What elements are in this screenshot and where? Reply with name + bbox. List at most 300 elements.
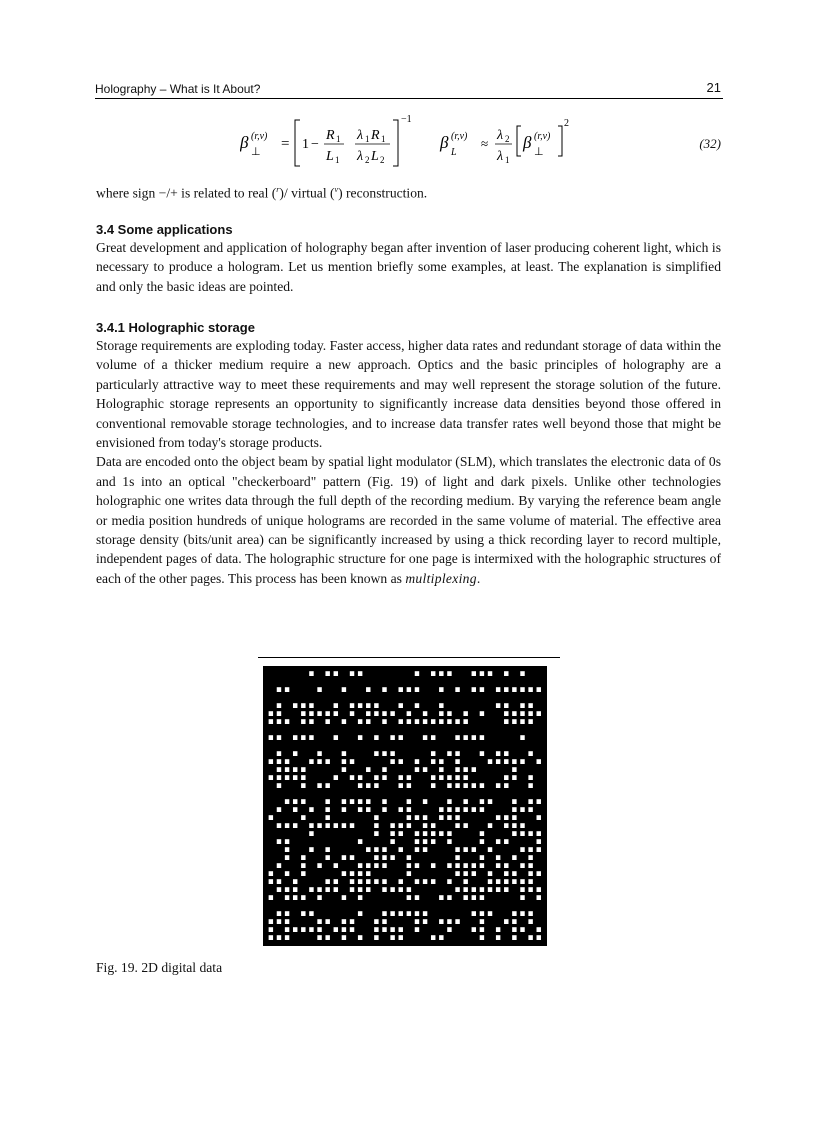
data-pixel [504, 719, 508, 724]
data-pixel [334, 879, 338, 884]
data-pixel [382, 687, 386, 692]
data-pixel [528, 879, 532, 884]
data-pixel [374, 735, 378, 740]
data-pixel [325, 759, 329, 764]
data-pixel [463, 799, 467, 804]
eq-sup-1: (r,v) [251, 131, 268, 142]
data-pixel [431, 783, 435, 788]
data-pixel [366, 871, 370, 876]
data-pixel [350, 879, 354, 884]
data-pixel [301, 855, 305, 860]
figure-top-rule [258, 657, 560, 658]
data-pixel [301, 927, 305, 932]
eq-approx: ≈ [481, 136, 489, 151]
data-pixel [325, 719, 329, 724]
data-pixel [496, 783, 500, 788]
data-pixel [488, 847, 492, 852]
eq-lambda1: λ [357, 128, 364, 143]
data-pixel [439, 831, 443, 836]
data-pixel [528, 719, 532, 724]
data-pixel [472, 735, 476, 740]
data-pixel [317, 759, 321, 764]
data-pixel [537, 711, 541, 716]
section-3-4-body [96, 238, 721, 296]
data-pixel [528, 711, 532, 716]
data-pixel [342, 807, 346, 812]
data-pixel [455, 751, 459, 756]
data-pixel [528, 783, 532, 788]
data-pixel [496, 855, 500, 860]
data-pixel [415, 911, 419, 916]
data-pixel [480, 887, 484, 892]
data-pixel [472, 767, 476, 772]
data-pixel [415, 863, 419, 868]
data-pixel [399, 735, 403, 740]
data-pixel [504, 839, 508, 844]
data-pixel [390, 855, 394, 860]
data-pixel [309, 831, 313, 836]
data-pixel [293, 767, 297, 772]
data-pixel [447, 839, 451, 844]
data-pixel [407, 887, 411, 892]
data-pixel [496, 935, 500, 940]
data-pixel [334, 703, 338, 708]
data-pixel [488, 759, 492, 764]
data-pixel [399, 911, 403, 916]
data-pixel [447, 879, 451, 884]
data-pixel [455, 847, 459, 852]
data-pixel [455, 735, 459, 740]
data-pixel [317, 863, 321, 868]
data-pixel [520, 927, 524, 932]
data-pixel [358, 895, 362, 900]
data-pixel [504, 783, 508, 788]
data-pixel [382, 863, 386, 868]
data-pixel [439, 759, 443, 764]
data-pixel [520, 887, 524, 892]
data-pixel [472, 863, 476, 868]
data-pixel [480, 735, 484, 740]
data-pixel [488, 911, 492, 916]
data-pixel [496, 839, 500, 844]
data-pixel [309, 719, 313, 724]
data-pixel [358, 807, 362, 812]
data-pixel [431, 879, 435, 884]
data-pixel [301, 703, 305, 708]
data-pixel [317, 935, 321, 940]
data-pixel [382, 719, 386, 724]
data-pixel [480, 671, 484, 676]
data-pixel [480, 687, 484, 692]
data-pixel [520, 863, 524, 868]
data-pixel [504, 751, 508, 756]
data-pixel [537, 927, 541, 932]
data-pixel [399, 783, 403, 788]
storage-paragraph-1: Storage requirements are exploding today. Faster access, higher data rates and redundant storage of data within the volume of a thicker medium require a new approach. Optics and the basic principles of holography are a particularly attractive way to meet these requirements and may well represent the storage solution of the future. Holographic storage represents an opportunity to significantly increase data densities beyond those offered in conventional removable storage technologies, and to increase data transfer rates well beyond those that might be envisioned from today's storage products. [96, 338, 721, 451]
data-pixel [358, 911, 362, 916]
data-pixel [350, 887, 354, 892]
data-pixel [358, 839, 362, 844]
data-pixel [285, 919, 289, 924]
data-pixel [512, 799, 516, 804]
data-pixel [285, 775, 289, 780]
data-pixel [350, 927, 354, 932]
data-pixel [334, 711, 338, 716]
data-pixel [350, 871, 354, 876]
data-pixel [455, 919, 459, 924]
data-pixel [463, 847, 467, 852]
data-pixel [407, 807, 411, 812]
data-pixel [269, 815, 273, 820]
data-pixel [277, 935, 281, 940]
section-3-4-1-body [96, 336, 721, 588]
data-pixel [455, 783, 459, 788]
data-pixel [309, 759, 313, 764]
data-pixel [472, 783, 476, 788]
eq-bracket-right [393, 120, 398, 166]
data-pixel [407, 711, 411, 716]
data-pixel [374, 855, 378, 860]
data-pixel [358, 735, 362, 740]
data-pixel [382, 887, 386, 892]
data-pixel [293, 927, 297, 932]
data-pixel [472, 895, 476, 900]
data-pixel [285, 927, 289, 932]
data-pixel [309, 703, 313, 708]
data-pixel [277, 887, 281, 892]
data-pixel [447, 863, 451, 868]
data-pixel [358, 671, 362, 676]
equation-formula [240, 112, 600, 172]
data-pixel [439, 895, 443, 900]
data-pixel [374, 935, 378, 940]
data-pixel [520, 895, 524, 900]
data-pixel [366, 799, 370, 804]
data-pixel [325, 919, 329, 924]
eq-bracket-right-2 [558, 126, 562, 156]
data-pixel [480, 927, 484, 932]
data-pixel [415, 919, 419, 924]
data-pixel [407, 863, 411, 868]
data-pixel [358, 887, 362, 892]
data-pixel [293, 703, 297, 708]
data-pixel [496, 863, 500, 868]
data-pixel [407, 775, 411, 780]
data-pixel [277, 863, 281, 868]
data-pixel [342, 759, 346, 764]
data-pixel [285, 687, 289, 692]
data-pixel [325, 887, 329, 892]
data-pixel [277, 879, 281, 884]
data-pixel [366, 703, 370, 708]
data-pixel [512, 767, 516, 772]
data-pixel [407, 719, 411, 724]
data-pixel [537, 871, 541, 876]
data-pixel [512, 911, 516, 916]
data-pixel [512, 919, 516, 924]
data-pixel [374, 751, 378, 756]
data-pixel [423, 911, 427, 916]
data-pixel [415, 719, 419, 724]
data-pixel [496, 815, 500, 820]
data-pixel [390, 831, 394, 836]
data-pixel [269, 927, 273, 932]
data-pixel [342, 855, 346, 860]
data-pixel [520, 735, 524, 740]
data-pixel [342, 927, 346, 932]
data-pixel [358, 783, 362, 788]
data-pixel [455, 823, 459, 828]
data-pixel [293, 735, 297, 740]
data-pixel [528, 807, 532, 812]
data-pixel [447, 927, 451, 932]
data-pixel [277, 767, 281, 772]
data-pixel [301, 871, 305, 876]
data-pixel [301, 815, 305, 820]
data-pixel [472, 671, 476, 676]
data-pixel [447, 799, 451, 804]
data-pixel [309, 735, 313, 740]
data-pixel [407, 911, 411, 916]
data-pixel [480, 807, 484, 812]
data-pixel [309, 911, 313, 916]
data-pixel [374, 783, 378, 788]
data-pixel [399, 807, 403, 812]
data-pixel [390, 839, 394, 844]
data-pixel [537, 895, 541, 900]
data-pixel [512, 935, 516, 940]
data-pixel [512, 775, 516, 780]
eq-L1: L [326, 149, 334, 164]
data-pixel [415, 815, 419, 820]
data-pixel [480, 799, 484, 804]
data-pixel [374, 847, 378, 852]
data-pixel [366, 847, 370, 852]
data-pixel [447, 783, 451, 788]
data-pixel [455, 759, 459, 764]
data-pixel [301, 767, 305, 772]
data-pixel [512, 687, 516, 692]
data-pixel [463, 807, 467, 812]
where-text-after: ) reconstruction. [338, 185, 428, 201]
data-pixel [528, 911, 532, 916]
eq-lambda2-r-sub: 2 [505, 134, 510, 144]
data-pixel [455, 863, 459, 868]
data-pixel [301, 783, 305, 788]
data-pixel [463, 887, 467, 892]
data-pixel [285, 799, 289, 804]
data-pixel [374, 775, 378, 780]
data-pixel [504, 711, 508, 716]
data-pixel [382, 911, 386, 916]
data-pixel [350, 823, 354, 828]
data-pixel [520, 831, 524, 836]
data-pixel [528, 687, 532, 692]
data-pixel [309, 887, 313, 892]
data-pixel [342, 751, 346, 756]
eq-lambda1-r: λ [497, 149, 504, 164]
data-pixel [463, 895, 467, 900]
data-pixel [423, 735, 427, 740]
data-pixel [309, 927, 313, 932]
data-pixel [382, 879, 386, 884]
data-pixel [415, 839, 419, 844]
data-pixel [455, 887, 459, 892]
data-pixel [342, 935, 346, 940]
data-pixel [277, 823, 281, 828]
data-pixel [520, 879, 524, 884]
data-pixel [496, 751, 500, 756]
data-pixel [512, 711, 516, 716]
data-pixel [480, 855, 484, 860]
eq-perp-3: ⊥ [534, 146, 544, 158]
data-pixel [325, 807, 329, 812]
data-pixel [463, 775, 467, 780]
data-pixel [431, 759, 435, 764]
data-pixel [399, 879, 403, 884]
eq-beta-2: β [440, 133, 449, 152]
data-pixel [382, 711, 386, 716]
data-pixel [496, 687, 500, 692]
data-pixel [277, 703, 281, 708]
data-pixel [512, 871, 516, 876]
figure-19-checkerboard [263, 666, 547, 946]
data-pixel [520, 671, 524, 676]
data-pixel [342, 799, 346, 804]
data-pixel [423, 711, 427, 716]
data-pixel [382, 767, 386, 772]
data-pixel [277, 807, 281, 812]
data-pixel [520, 719, 524, 724]
data-pixel [293, 775, 297, 780]
data-pixel [480, 919, 484, 924]
data-pixel [537, 799, 541, 804]
data-pixel [528, 887, 532, 892]
data-pixel [472, 687, 476, 692]
data-pixel [301, 735, 305, 740]
data-pixel [423, 815, 427, 820]
data-pixel [390, 823, 394, 828]
data-pixel [285, 895, 289, 900]
data-pixel [399, 719, 403, 724]
storage-paragraph-2-text: Data are encoded onto the object beam by spatial light modulator (SLM), which translates the electronic data of 0s and 1s into an optical "checkerboard" pattern (Fig. 19) of light and dark pixels. Unlike other technologies holographic one writes data through the full depth of the recording medium. By varying the reference beam angle or media position hundreds of unique holograms are recorded in the same volume of material. The effective area storage density (bits/unit area) can be significantly increased by using a thick recording layer to record multiple, independent pages of data. The holographic structure for one page is intermixed with the holographic structures of each of the other pages. This process has been known as [96, 454, 721, 586]
data-pixel [390, 711, 394, 716]
data-pixel [431, 775, 435, 780]
data-pixel [317, 711, 321, 716]
data-pixel [431, 863, 435, 868]
data-pixel [407, 687, 411, 692]
data-pixel [537, 831, 541, 836]
data-pixel [358, 719, 362, 724]
data-pixel [285, 839, 289, 844]
data-pixel [407, 783, 411, 788]
data-pixel [374, 823, 378, 828]
data-pixel [496, 879, 500, 884]
data-pixel [350, 703, 354, 708]
data-pixel [269, 711, 273, 716]
data-pixel [309, 847, 313, 852]
data-pixel [317, 823, 321, 828]
eq-R1: R [326, 128, 335, 143]
data-pixel [439, 919, 443, 924]
data-pixel [325, 671, 329, 676]
data-pixel [488, 671, 492, 676]
data-pixel [285, 911, 289, 916]
data-pixel [350, 711, 354, 716]
storage-paragraph-2 [96, 452, 721, 588]
data-pixel [277, 839, 281, 844]
data-pixel [317, 687, 321, 692]
data-pixel [423, 919, 427, 924]
data-pixel [504, 863, 508, 868]
data-pixel [325, 783, 329, 788]
data-pixel [504, 671, 508, 676]
data-pixel [463, 719, 467, 724]
data-pixel [415, 703, 419, 708]
data-pixel [334, 863, 338, 868]
data-pixel [325, 855, 329, 860]
where-r: r [276, 185, 280, 194]
data-pixel [455, 687, 459, 692]
data-pixel [277, 687, 281, 692]
data-pixel [374, 831, 378, 836]
data-pixel [269, 919, 273, 924]
page-number: 21 [706, 80, 721, 95]
data-pixel [439, 703, 443, 708]
data-pixel [269, 759, 273, 764]
data-pixel [480, 831, 484, 836]
data-pixel [512, 759, 516, 764]
data-pixel [496, 759, 500, 764]
data-pixel [463, 871, 467, 876]
data-pixel [325, 847, 329, 852]
data-pixel [504, 871, 508, 876]
data-pixel [374, 703, 378, 708]
data-pixel [504, 703, 508, 708]
data-pixel [496, 887, 500, 892]
eq-lambda1-r-sub: 1 [505, 155, 510, 165]
data-pixel [439, 775, 443, 780]
data-pixel [350, 671, 354, 676]
data-pixel [301, 711, 305, 716]
data-pixel [317, 783, 321, 788]
data-pixel [399, 703, 403, 708]
data-pixel [423, 839, 427, 844]
data-pixel [472, 807, 476, 812]
data-pixel [382, 775, 386, 780]
eq-bracket-left [295, 120, 300, 166]
data-pixel [390, 759, 394, 764]
data-pixel [309, 711, 313, 716]
data-pixel [423, 719, 427, 724]
data-pixel [399, 935, 403, 940]
data-pixel [537, 815, 541, 820]
data-pixel [301, 863, 305, 868]
data-pixel [512, 815, 516, 820]
data-pixel [488, 879, 492, 884]
data-pixel [496, 927, 500, 932]
data-pixel [520, 847, 524, 852]
data-pixel [269, 895, 273, 900]
data-pixel [366, 887, 370, 892]
data-pixel [447, 831, 451, 836]
data-pixel [374, 815, 378, 820]
data-pixel [520, 711, 524, 716]
data-pixel [415, 895, 419, 900]
data-pixel [277, 711, 281, 716]
data-pixel [520, 703, 524, 708]
data-pixel [350, 775, 354, 780]
